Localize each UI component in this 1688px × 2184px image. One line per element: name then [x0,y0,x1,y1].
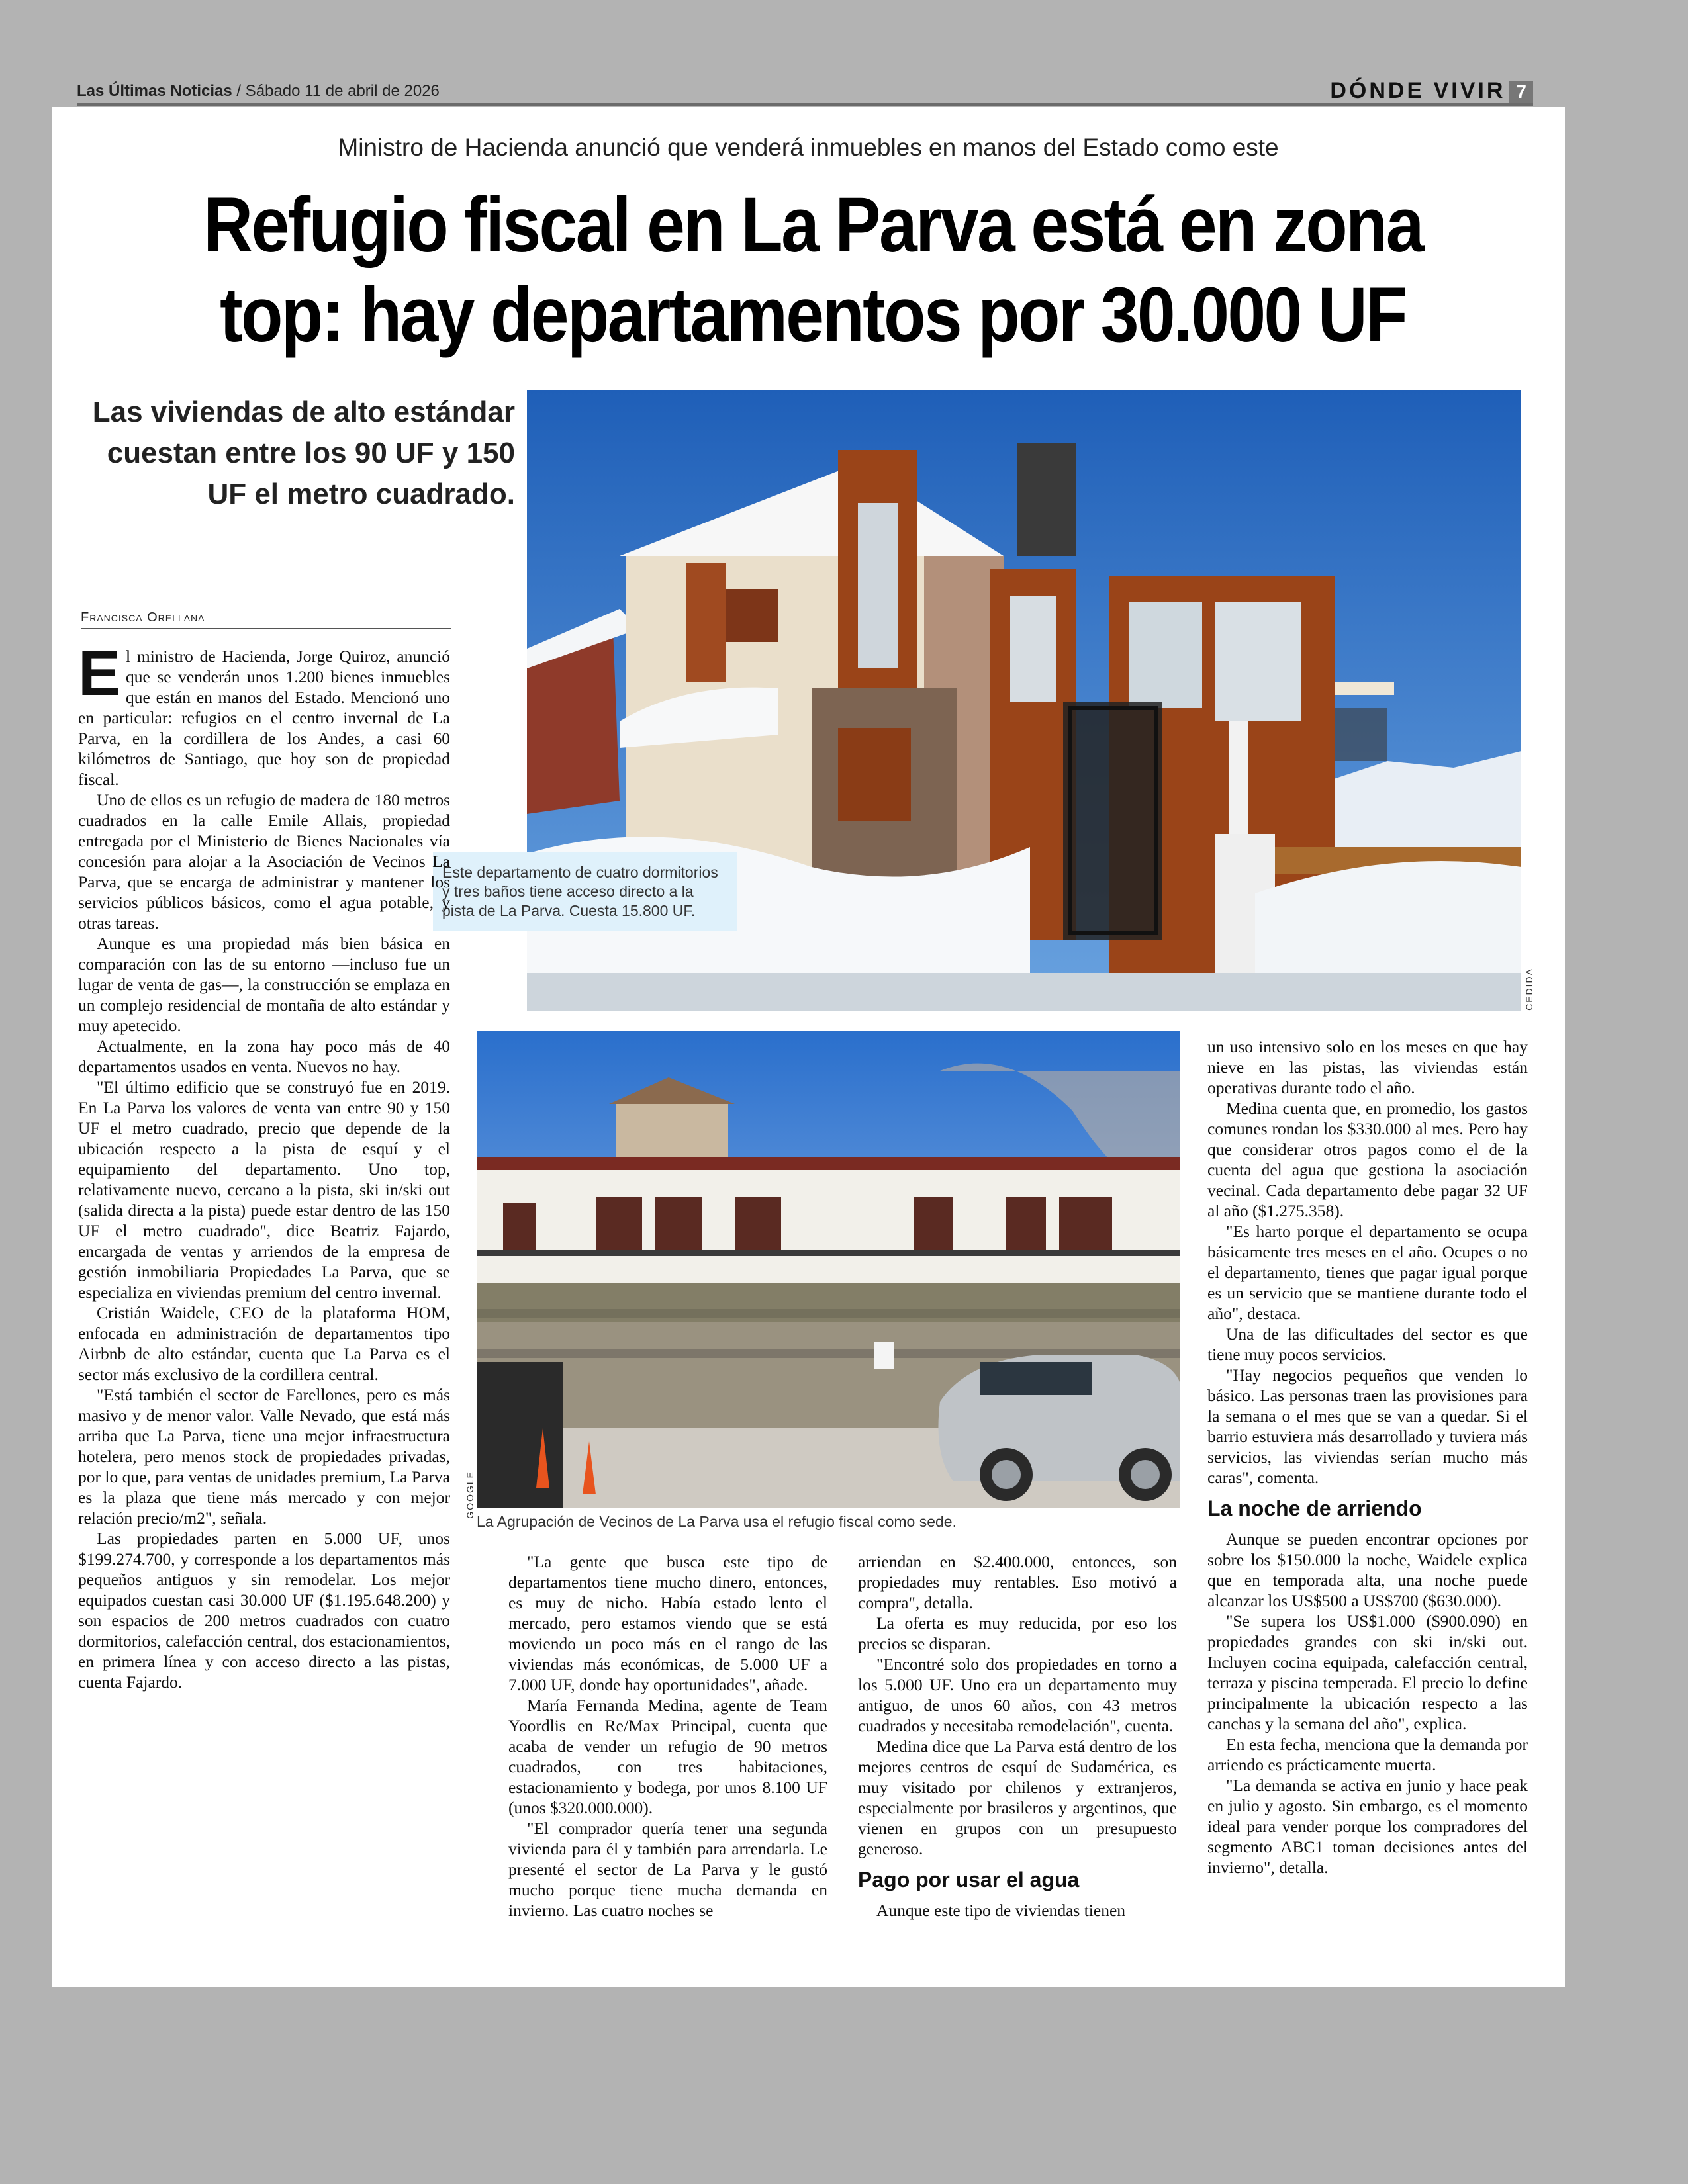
paragraph: un uso intensivo solo en los meses en que hay nieve en las pistas, las viviendas están operativas durante todo el año. [1207,1037,1528,1097]
newspaper-name: Las Últimas Noticias [77,82,232,100]
column-4 [1207,1036,1528,1878]
headline-line-1: Refugio fiscal en La Parva está en zona [203,181,1423,269]
issue-date: / Sábado 11 de abril de 2026 [232,82,440,100]
kicker: Ministro de Hacienda anunció que venderá inmuebles en manos del Estado como este [338,134,1279,161]
paragraph: "El comprador quería tener una segunda vivienda para él y también para arrendarla. Le presenté el sector de La Parva y le gustó mucho porque tiene mucha demanda en invierno. Las cuatro noches se [508,1819,827,1920]
refugio-photo-caption: La Agrupación de Vecinos de La Parva usa el refugio fiscal como sede. [477,1513,957,1530]
section-name: DÓNDE VIVIR [1330,78,1506,103]
refugio-illustration [477,1031,1180,1508]
paragraph: La oferta es muy reducida, por eso los precios se disparan. [858,1614,1177,1653]
paragraph: Las propiedades parten en 5.000 UF, unos $199.274.700, y corresponde a los departamentos más pequeños antiguos y sin remodelar. Los mejor equipados cuestan casi 30.000 UF ($1.195.648.200) y son espacios de 200 metros cuadrados con cuatro dormitorios, calefacción central, dos estacionamientos, en primera línea y con acceso directo a las pistas, cuenta Fajardo. [78,1529,450,1692]
paragraph: Aunque es una propiedad más bien básica en comparación con las de su entorno —incluso fue un lugar de venta de gas—, la construcción se emplaza en un complejo residencial de montaña de alto estándar y muy apetecido. [78,934,450,1035]
paragraph: "Se supera los US$1.000 ($900.090) en propiedades grandes con ski in/ski out. Incluyen cocina equipada, calefacción central, terraza y piscina temperada. El precio lo define principalmente la ubicación respecto a las canchas y la semana del año", explica. [1207,1612,1528,1733]
subhead-water: Pago por usar el agua [858,1868,1080,1891]
paragraph: "La gente que busca este tipo de departamentos tiene mucho dinero, entonces, es muy de nicho. Había estado lento el mercado, pero estamos viendo que se está moviendo un poco más en el rango de las viviendas más económicas, de 5.000 UF a 7.000 UF, donde hay oportunidades", añade. [508,1552,827,1694]
paragraph: María Fernanda Medina, agente de Team Yoordlis en Re/Max Principal, cuenta que acaba de vender un refugio de 90 metros cuadrados, con tres habitaciones, estacionamiento y bodega, por unos 8.100 UF (unos $320.000.000). [508,1696,827,1817]
paragraph: Aunque se pueden encontrar opciones por sobre los $150.000 la noche, Waidele explica que en temporada alta, una noche puede alcanzar los US$500 a US$700 ($630.000). [1207,1529,1528,1610]
paragraph: "Encontré solo dos propiedades en torno a los 5.000 UF. Uno era un departamento muy antiguo, de unos 60 años, con 43 metros cuadrados y necesitaba remodelación", cuenta. [858,1655,1177,1735]
byline: Francisca Orellana [81,610,451,629]
subhead-rental-night: La noche de arriendo [1207,1496,1422,1520]
refugio-photo-credit: GOOGLE [465,1471,475,1519]
paragraph: Medina cuenta que, en promedio, los gastos comunes rondan los $330.000 al mes. Pero hay que considerar otros pagos como el de la cuenta del agua que gestiona la asociación vecinal. Cada departamento debe pagar 32 UF al año ($1.275.358). [1207,1099,1528,1220]
page-number: 7 [1509,81,1533,103]
chalet-photo-credit: CEDIDA [1524,968,1534,1011]
chalet-photo-caption: Este departamento de cuatro dormitorios y tres baños tiene acceso directo a la pista de La Parva. Cuesta 15.800 UF. [433,852,737,931]
paragraph: "El último edificio que se construyó fue en 2019. En La Parva los valores de venta van entre 90 y 150 UF el metro cuadrado, precio que depende de la ubicación respecto a la pista de esquí y el equipamiento del departamento. Uno top, relativamente nuevo, cercano a la pista, ski in/ski out (salida directa a la pista) puede estar dentro de las 150 UF el metro cuadrado", dice Beatriz Fajardo, encargada de ventas y arriendos de la empresa de gestión inmobiliaria Propiedades La Parva, que se especializa en viviendas premium del centro invernal. [78,1077,450,1302]
column-1 [78,638,450,1692]
headline [178,180,1448,360]
paragraph [78,638,450,790]
deck: Las viviendas de alto estándar cuestan entre los 90 UF y 150 UF el metro cuadrado. [92,396,515,510]
paragraph: Uno de ellos es un refugio de madera de 180 metros cuadrados en la calle Emile Allais, propiedad entregada por el Ministerio de Bienes Nacionales vía concesión para alojar a la Asociación de Vecinos La Parva, que se encarga de administrar y mantener los servicios públicos básicos, como el agua potable, y otras tareas. [78,790,450,933]
column-3 [858,1551,1177,1921]
headline-line-2: top: hay departamentos por 30.000 UF [220,271,1406,359]
article-page [52,107,1565,1987]
paragraph: "Es harto porque el departamento se ocupa básicamente tres meses en el año. Ocupes o no el departamento, tienes que pagar igual porque es un servicio que se mantiene durante todo el año", destaca. [1207,1222,1528,1323]
section-label [1330,78,1533,104]
publication-line [77,82,440,101]
refugio-photo [477,1031,1180,1508]
paragraph: Cristián Waidele, CEO de la plataforma HOM, enfocada en administración de departamentos tipo Airbnb de alto estándar, cuenta que La Parva es el sector más exclusivo de la cordillera central. [78,1303,450,1384]
paragraph: Medina dice que La Parva está dentro de los mejores centros de esquí de Sudamérica, es muy visitado por chilenos y extranjeros, especialmente por brasileros y argentinos, que vienen en grupos con un presupuesto generoso. [858,1737,1177,1858]
paragraph: Actualmente, en la zona hay poco más de 40 departamentos usados en venta. Nuevos no hay. [78,1036,450,1076]
paragraph: Una de las dificultades del sector es que tiene muy pocos servicios. [1207,1324,1528,1364]
paragraph: "Está también el sector de Farellones, pero es más masivo y de menor valor. Valle Nevado, que está más arriba que La Parva, tiene una mejor infraestructura hotelera, pero menos stock de propiedades privadas, por lo que, para ventas de unidades premium, La Parva es la plaza que tiene más mercado y con mejor relación precio/m2", señala. [78,1385,450,1527]
paragraph: En esta fecha, menciona que la demanda por arriendo es prácticamente muerta. [1207,1735,1528,1774]
header-rule [77,103,1533,106]
paragraph-text: l ministro de Hacienda, Jorge Quiroz, anunció que se venderán unos 1.200 bienes inmuebles que están en manos del Estado. Mencionó uno en particular: refugios en el centro invernal de La Parva, en la cordillera de los Andes, a casi 60 kilómetros de Santiago, que hoy son de propiedad fiscal. [78,647,450,789]
drop-cap: E [78,638,121,709]
paragraph: "La demanda se activa en junio y hace peak en julio y agosto. Sin embargo, es el momento ideal para vender porque los compradores del segmento ABC1 toman decisiones antes del invierno", detalla. [1207,1776,1528,1877]
paragraph: "Hay negocios pequeños que venden lo básico. Las personas traen las provisiones para la semana o el mes que se van a quedar. Si el barrio estuviera más desarrollado y tuviera más servicios, las viviendas serían mucho más caras", comenta. [1207,1365,1528,1487]
paragraph: arriendan en $2.400.000, entonces, son propiedades muy rentables. Eso motivó a compra", detalla. [858,1552,1177,1612]
paragraph: Aunque este tipo de viviendas tienen [876,1901,1126,1920]
page-header [77,78,1533,105]
column-2 [508,1551,827,1921]
